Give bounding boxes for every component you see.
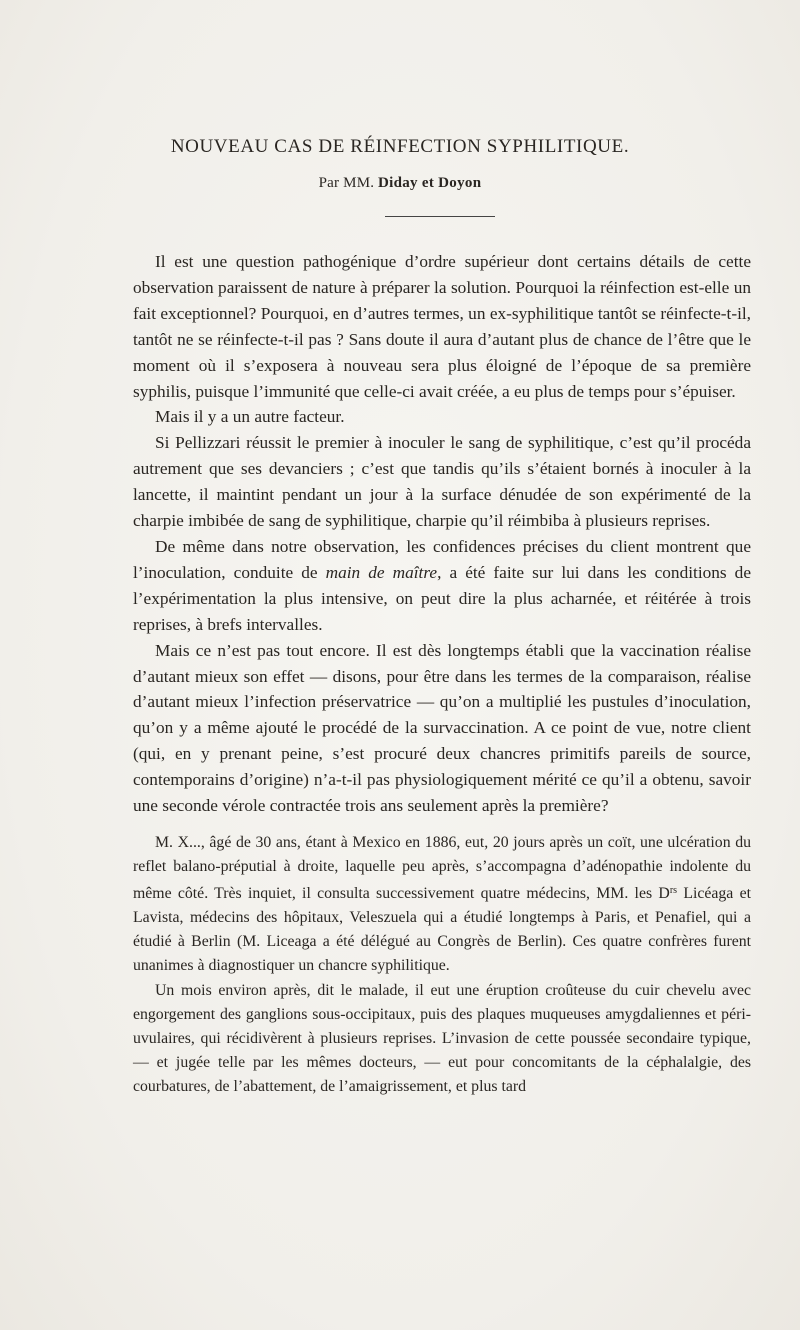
authors-names: Diday et Doyon xyxy=(377,175,482,191)
paragraph-4-italic: main de maître xyxy=(325,562,438,582)
paragraph-7: Un mois environ après, dit le malade, il eut une éruption croûteuse du cuir chevelu avec engorgement des ganglions sous-occipitaux, puis des plaques muqueuses amygdaliennes et péri-uvulaires, qui récidivèrent à plusieurs reprises. L’invasion de cette poussée secondaire typique, — et jugée telle par les mêmes docteurs, — eut pour concomitants de la céphalalgie, des courbatures, de l’abattement, de l’amaigrissement, et plus tard xyxy=(133,981,751,1095)
paragraph-6-start: M. X..., âgé de 30 ans, étant à Mexico en 1886, eut, 20 jours après un coït, une ulcération du reflet balano-préputial à droite, laquelle peu après, s’accompagna d’adénopathie indolente du même côté. Très inquiet, il consulta successivement quatre médecins, MM. les D xyxy=(133,833,751,903)
title-divider xyxy=(385,216,495,217)
article-authors xyxy=(0,175,800,192)
article-body xyxy=(133,249,751,1099)
paragraph-5: Mais ce n’est pas tout encore. Il est dès longtemps établi que la vaccination réalise d’autant mieux son effet — disons, pour être dans les termes de la comparaison, réalise d’autant mieux l’infection préservatrice — qu’on a multiplié les pustules d’inoculation, qu’on y a même ajouté le procédé de la survaccination. A ce point de vue, notre client (qui, en y prenant peine, s’est procuré deux chancres primitifs pareils de source, contemporains d’origine) n’a-t-il pas physiologiquement mérité ce qu’il a obtenu, savoir une seconde vérole contractée trois ans seulement après la première? xyxy=(133,640,751,816)
paragraph-3: Si Pellizzari réussit le premier à inoculer le sang de syphilitique, c’est qu’il procéda autrement que ses devanciers ; c’est que tandis qu’ils s’étaient bornés à inoculer à la lancette, il maintint pendant un jour à la surface dénudée de son expérimenté de la charpie imbibée de sang de syphilitique, charpie qu’il réimbiba à plusieurs reprises. xyxy=(133,433,751,531)
paragraph-4-start: De même dans notre observation, les confidences précises du client montrent que l’inoculation, conduite de xyxy=(133,536,751,582)
introduction-section xyxy=(133,249,751,819)
paragraph-1: Il est une question pathogénique d’ordre supérieur dont certains détails de cette observation paraissent de nature à préparer la solution. Pourquoi la réinfection est-elle un fait exceptionnel? Pourquoi, en d’autres termes, un ex-syphilitique tantôt se réinfecte-t-il, tantôt ne se réinfecte-t-il pas ? Sans doute il aura d’autant plus de chance de l’être que le moment où il s’exposera à nouveau sera plus éloigné de l’époque de sa première syphilis, puisque l’immunité que celle-ci avait créée, a eu plus de temps pour s’épuiser. xyxy=(133,252,751,401)
doctors-superscript: rs xyxy=(669,885,678,897)
paragraph-4 xyxy=(133,534,751,638)
case-report-section xyxy=(133,831,751,1099)
authors-prefix: Par MM. xyxy=(318,175,375,191)
paragraph-6 xyxy=(133,831,751,979)
paragraph-6-end: Licéaga et Lavista, médecins des hôpitaux, Veleszuela qui a étudié longtemps à Paris, et Penafiel, qui a étudié à Berlin (M. Liceaga a été délégué au Congrès de Berlin). Ces quatre confrères furent unanimes à diagnostiquer un chancre syphilitique. xyxy=(133,885,752,975)
paragraph-4-end: , a été faite sur lui dans les conditions de l’expérimentation la plus intensive, on peut dire la plus acharnée, et réitérée à trois reprises, à brefs intervalles. xyxy=(133,562,751,634)
paragraph-2: Mais il y a un autre facteur. xyxy=(155,407,345,427)
article-title: NOUVEAU CAS DE RÉINFECTION SYPHILITIQUE. xyxy=(170,136,630,157)
